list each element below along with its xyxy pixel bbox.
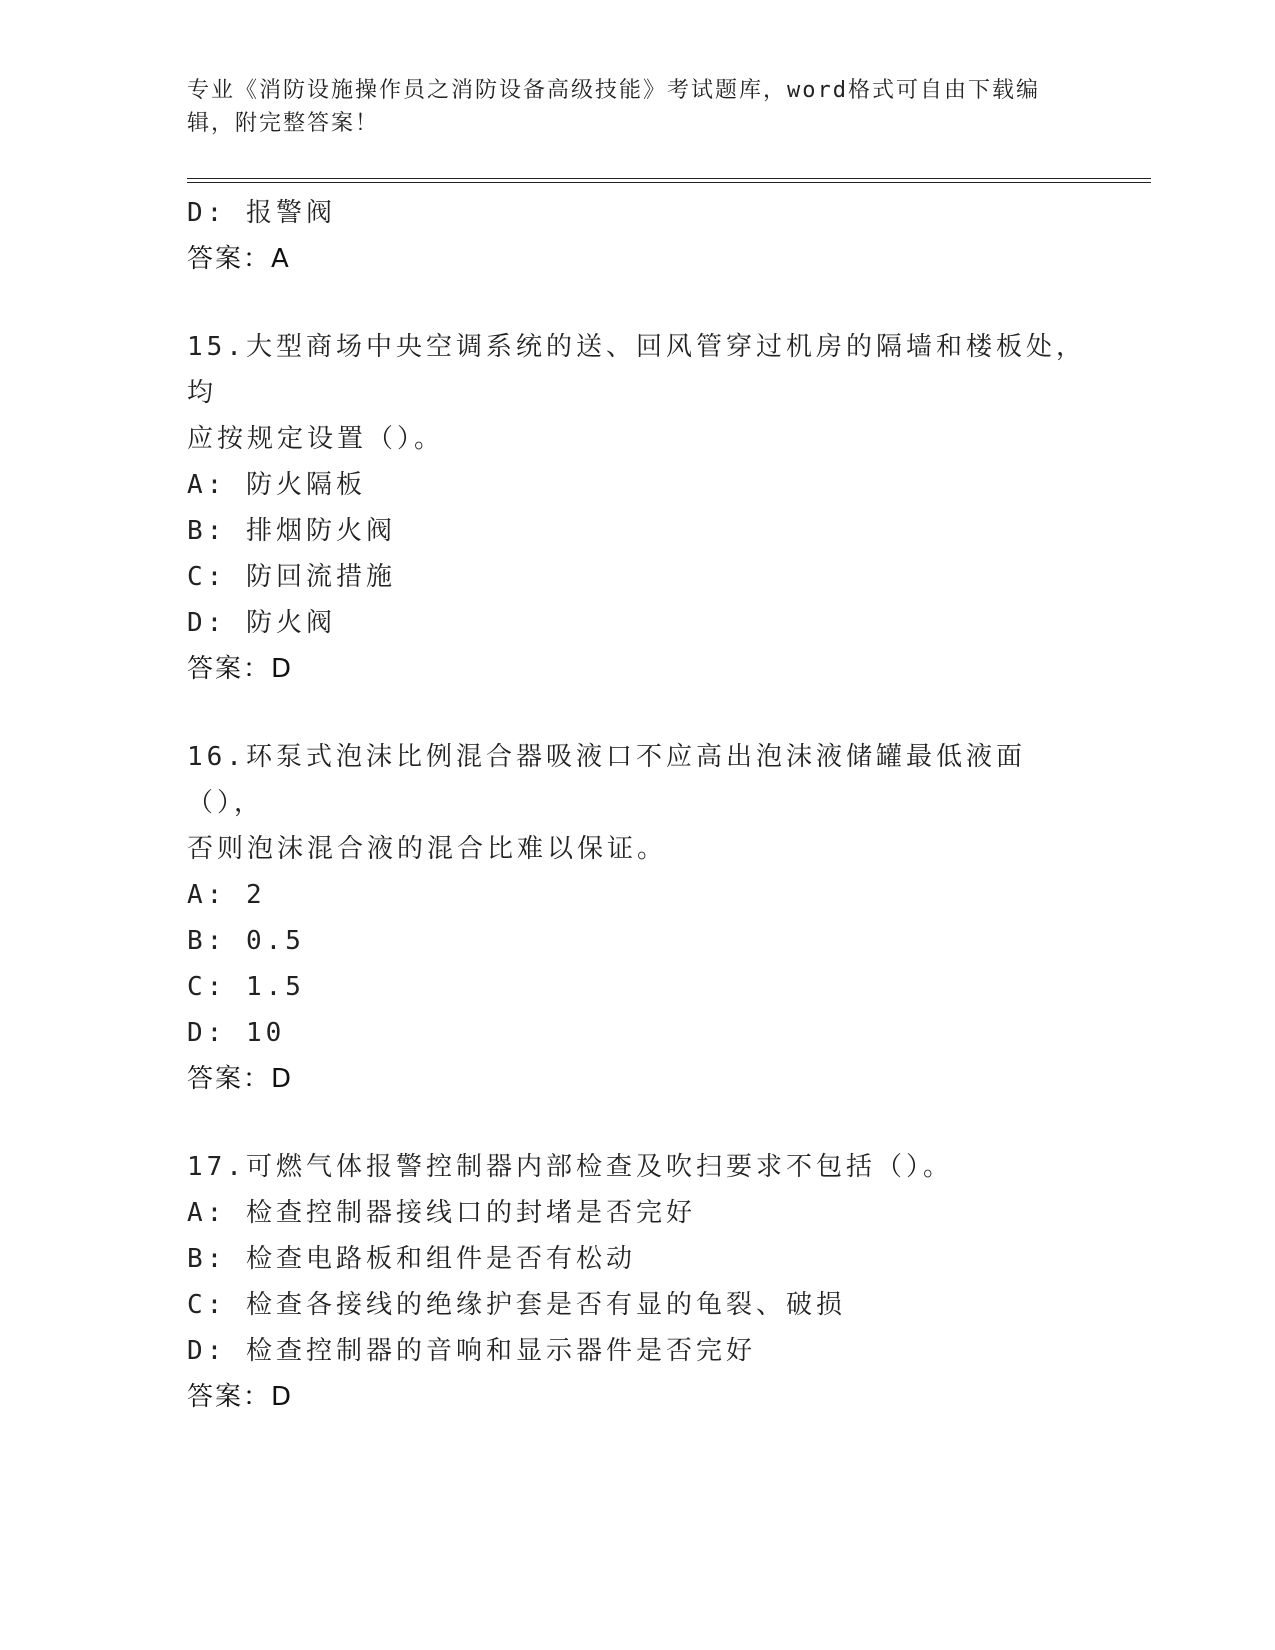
- option-d: D: 防火阀: [187, 608, 336, 638]
- document-header: [187, 74, 1087, 140]
- option-a: A: 防火隔板: [187, 470, 366, 500]
- option-c: C: 检查各接线的绝缘护套是否有显的龟裂、破损: [187, 1290, 846, 1320]
- option-c: C: 1.5: [187, 972, 305, 1002]
- option-b: B: 0.5: [187, 926, 305, 956]
- option-d: D: 报警阀: [187, 198, 336, 228]
- question-stem-line-2: 否则泡沫混合液的混合比难以保证。: [187, 834, 668, 864]
- question-stem-line-1: 17.可燃气体报警控制器内部检查及吹扫要求不包括（）。: [187, 1152, 953, 1182]
- header-line-1: 专业《消防设施操作员之消防设备高级技能》考试题库，word格式可自由下载编: [187, 78, 1040, 103]
- option-d: D: 检查控制器的音响和显示器件是否完好: [187, 1336, 756, 1366]
- header-divider: [187, 178, 1151, 183]
- option-a: A: 2: [187, 880, 266, 910]
- header-line-2: 辑，附完整答案！: [187, 111, 380, 136]
- question-content: [187, 190, 1087, 1420]
- option-a: A: 检查控制器接线口的封堵是否完好: [187, 1198, 696, 1228]
- answer: 答案：D: [187, 654, 294, 684]
- option-b: B: 排烟防火阀: [187, 516, 396, 546]
- question-stem-line-2: 应按规定设置（）。: [187, 424, 445, 454]
- option-d: D: 10: [187, 1018, 286, 1048]
- question-stem-line-1: 15.大型商场中央空调系统的送、回风管穿过机房的隔墙和楼板处，均: [187, 332, 1086, 408]
- question-17: [187, 1144, 1087, 1420]
- answer: 答案：A: [187, 244, 291, 274]
- answer: 答案：D: [187, 1064, 294, 1094]
- question-stem-line-1: 16.环泵式泡沫比例混合器吸液口不应高出泡沫液储罐最低液面（），: [187, 742, 1026, 818]
- answer: 答案：D: [187, 1382, 294, 1412]
- previous-question-tail: [187, 190, 1087, 282]
- question-15: [187, 324, 1087, 692]
- option-c: C: 防回流措施: [187, 562, 396, 592]
- question-16: [187, 734, 1087, 1102]
- option-b: B: 检查电路板和组件是否有松动: [187, 1244, 636, 1274]
